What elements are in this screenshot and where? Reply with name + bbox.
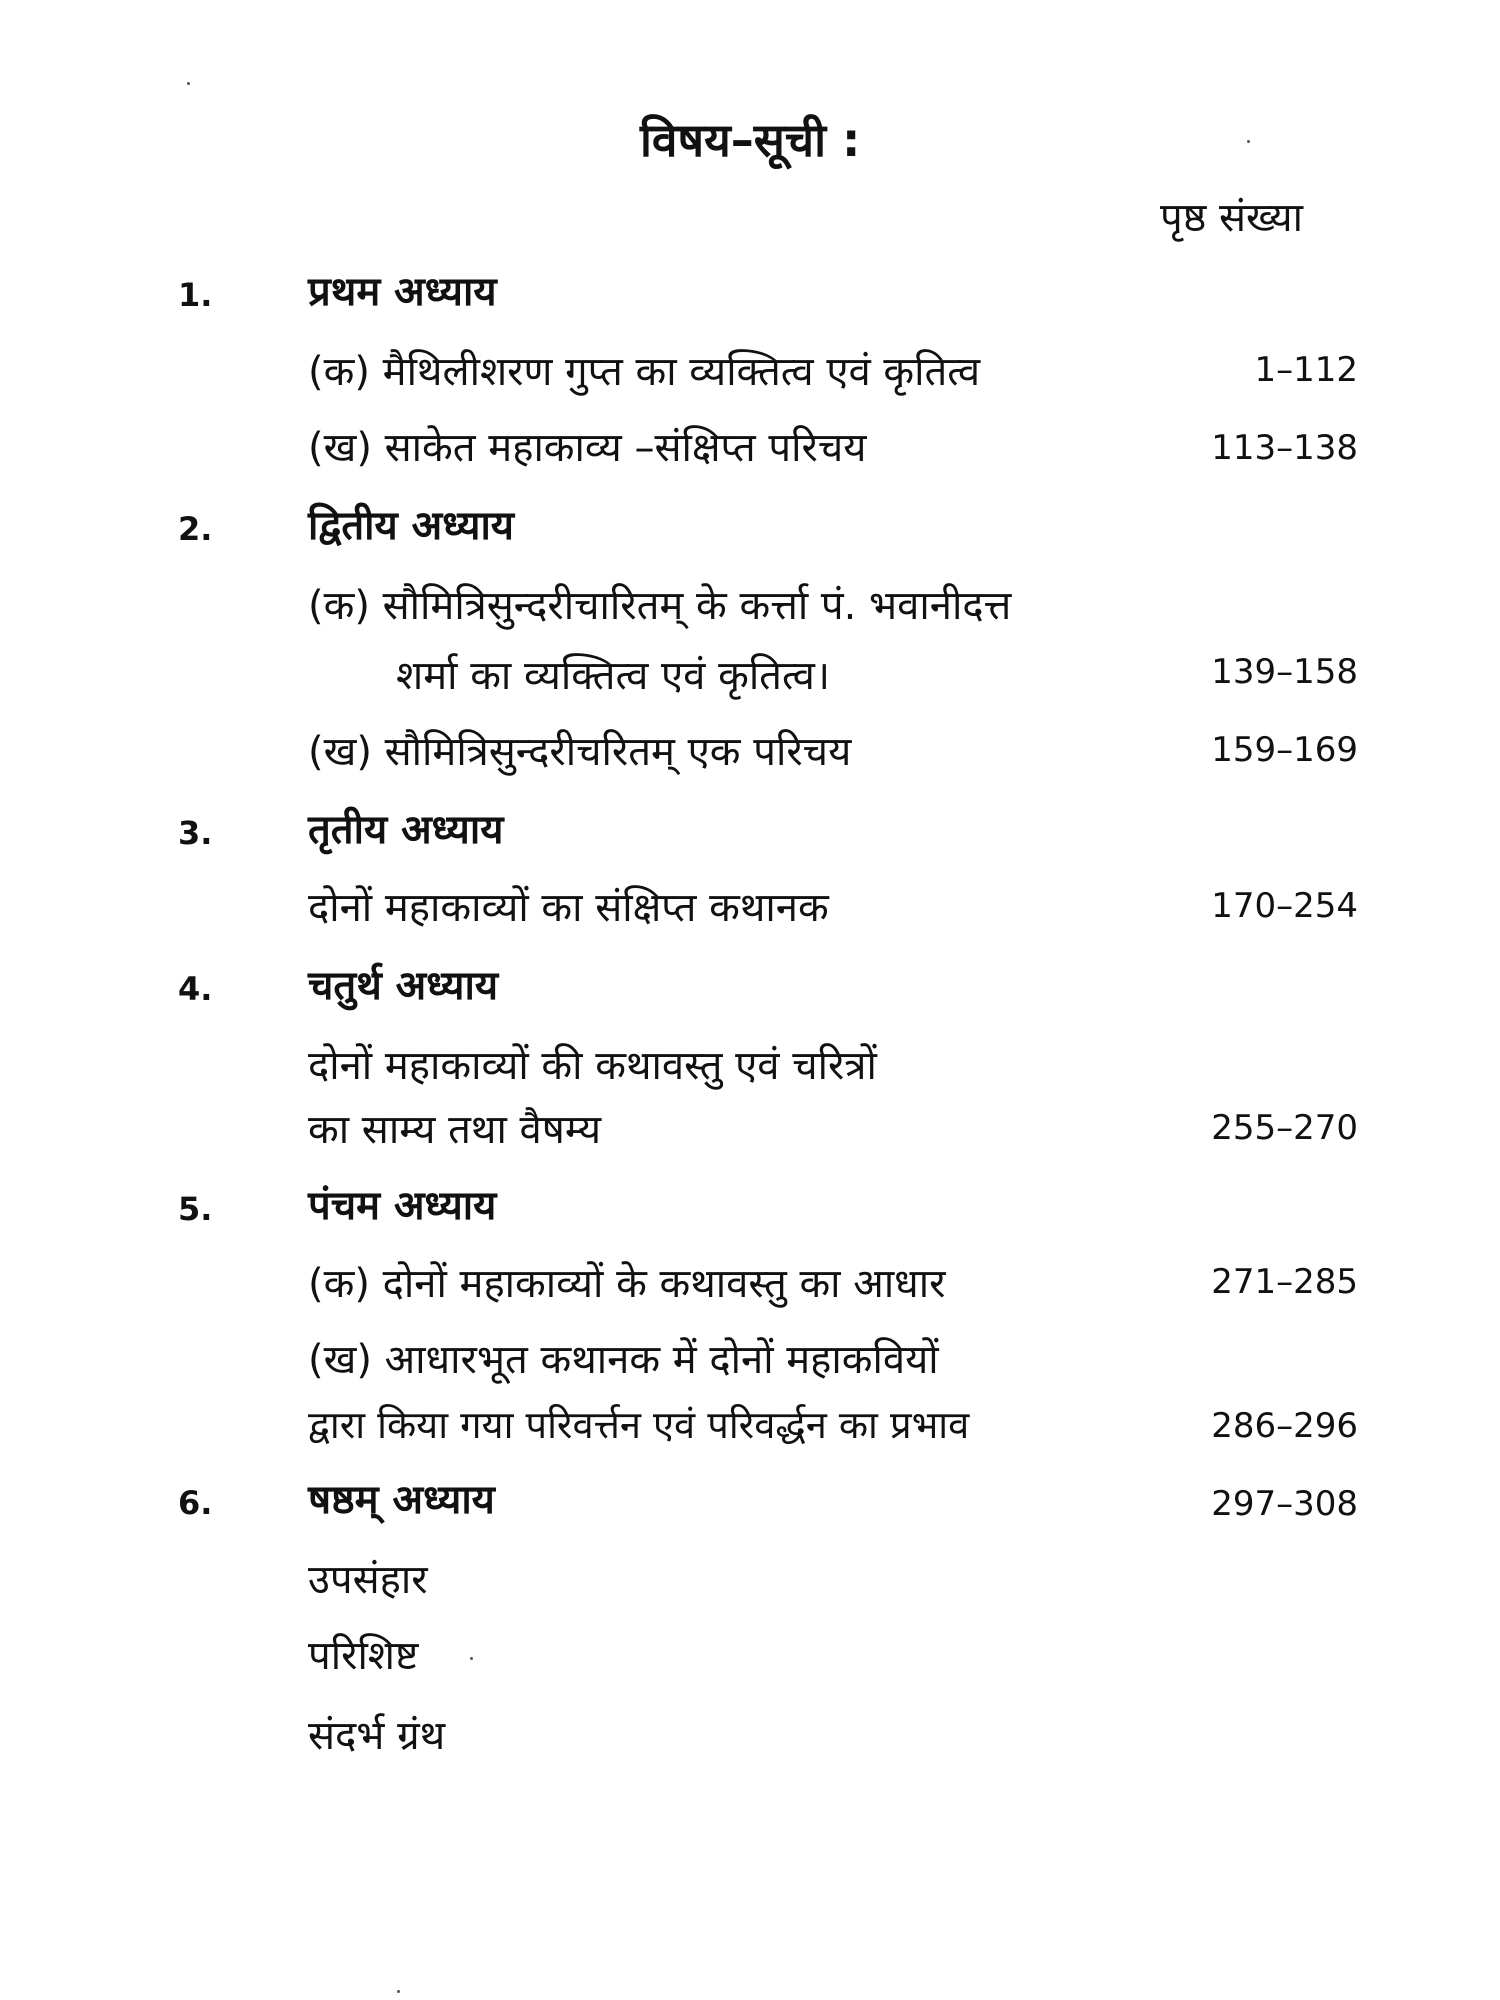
toc-item: दोनों महाकाव्यों का संक्षिप्त कथानक — [308, 885, 829, 931]
page-range: 170–254 — [1211, 886, 1358, 926]
page-title: विषय–सूची : — [640, 113, 861, 167]
scan-speck — [187, 82, 190, 85]
toc-item: परिशिष्ट — [308, 1633, 419, 1679]
chapter-title: प्रथम अध्याय — [308, 269, 497, 315]
toc-item-continued: शर्मा का व्यक्तित्व एवं कृतित्व। — [396, 653, 830, 699]
toc-item: (क) सौमित्रिसुन्दरीचारितम् के कर्त्ता पं. भवानीदत्त — [308, 583, 1012, 629]
page-range: 139–158 — [1211, 652, 1358, 692]
chapter-title: द्वितीय अध्याय — [308, 503, 515, 549]
toc-item-continued: द्वारा किया गया परिवर्त्तन एवं परिवर्द्धन का प्रभाव — [308, 1403, 970, 1447]
chapter-number: 3. — [178, 814, 213, 852]
toc-item: (ख) आधारभूत कथानक में दोनों महाकवियों — [308, 1337, 939, 1383]
chapter-number: 1. — [178, 276, 213, 314]
page-range: 297–308 — [1211, 1484, 1358, 1524]
chapter-number: 5. — [178, 1190, 213, 1228]
toc-item: (क) दोनों महाकाव्यों के कथावस्तु का आधार — [308, 1261, 946, 1307]
toc-item: दोनों महाकाव्यों की कथावस्तु एवं चरित्रों — [308, 1043, 877, 1089]
chapter-number: 4. — [178, 970, 213, 1008]
page-range: 255–270 — [1211, 1108, 1358, 1148]
chapter-title: तृतीय अध्याय — [308, 807, 504, 853]
chapter-title: चतुर्थ अध्याय — [308, 963, 499, 1009]
page-range: 286–296 — [1211, 1406, 1358, 1446]
chapter-title: पंचम अध्याय — [308, 1183, 497, 1229]
page-range: 159–169 — [1211, 730, 1358, 770]
page-number-header: पृष्ठ संख्या — [1160, 195, 1303, 241]
page-range: 1–112 — [1254, 350, 1358, 390]
toc-item: उपसंहार — [308, 1557, 428, 1603]
scan-speck — [1247, 140, 1250, 143]
toc-item: संदर्भ ग्रंथ — [308, 1713, 446, 1759]
toc-item-continued: का साम्य तथा वैषम्य — [308, 1107, 602, 1153]
toc-item: (ख) साकेत महाकाव्य –संक्षिप्त परिचय — [308, 425, 867, 471]
page-range: 271–285 — [1211, 1262, 1358, 1302]
scan-speck — [397, 1990, 400, 1993]
scan-speck — [470, 1657, 473, 1660]
chapter-number: 2. — [178, 510, 213, 548]
chapter-number: 6. — [178, 1484, 213, 1522]
toc-item: (ख) सौमित्रिसुन्दरीचरितम् एक परिचय — [308, 729, 852, 775]
page-range: 113–138 — [1211, 428, 1358, 468]
toc-item: (क) मैथिलीशरण गुप्त का व्यक्तित्व एवं कृतित्व — [308, 349, 981, 395]
chapter-title: षष्ठम् अध्याय — [308, 1477, 495, 1523]
